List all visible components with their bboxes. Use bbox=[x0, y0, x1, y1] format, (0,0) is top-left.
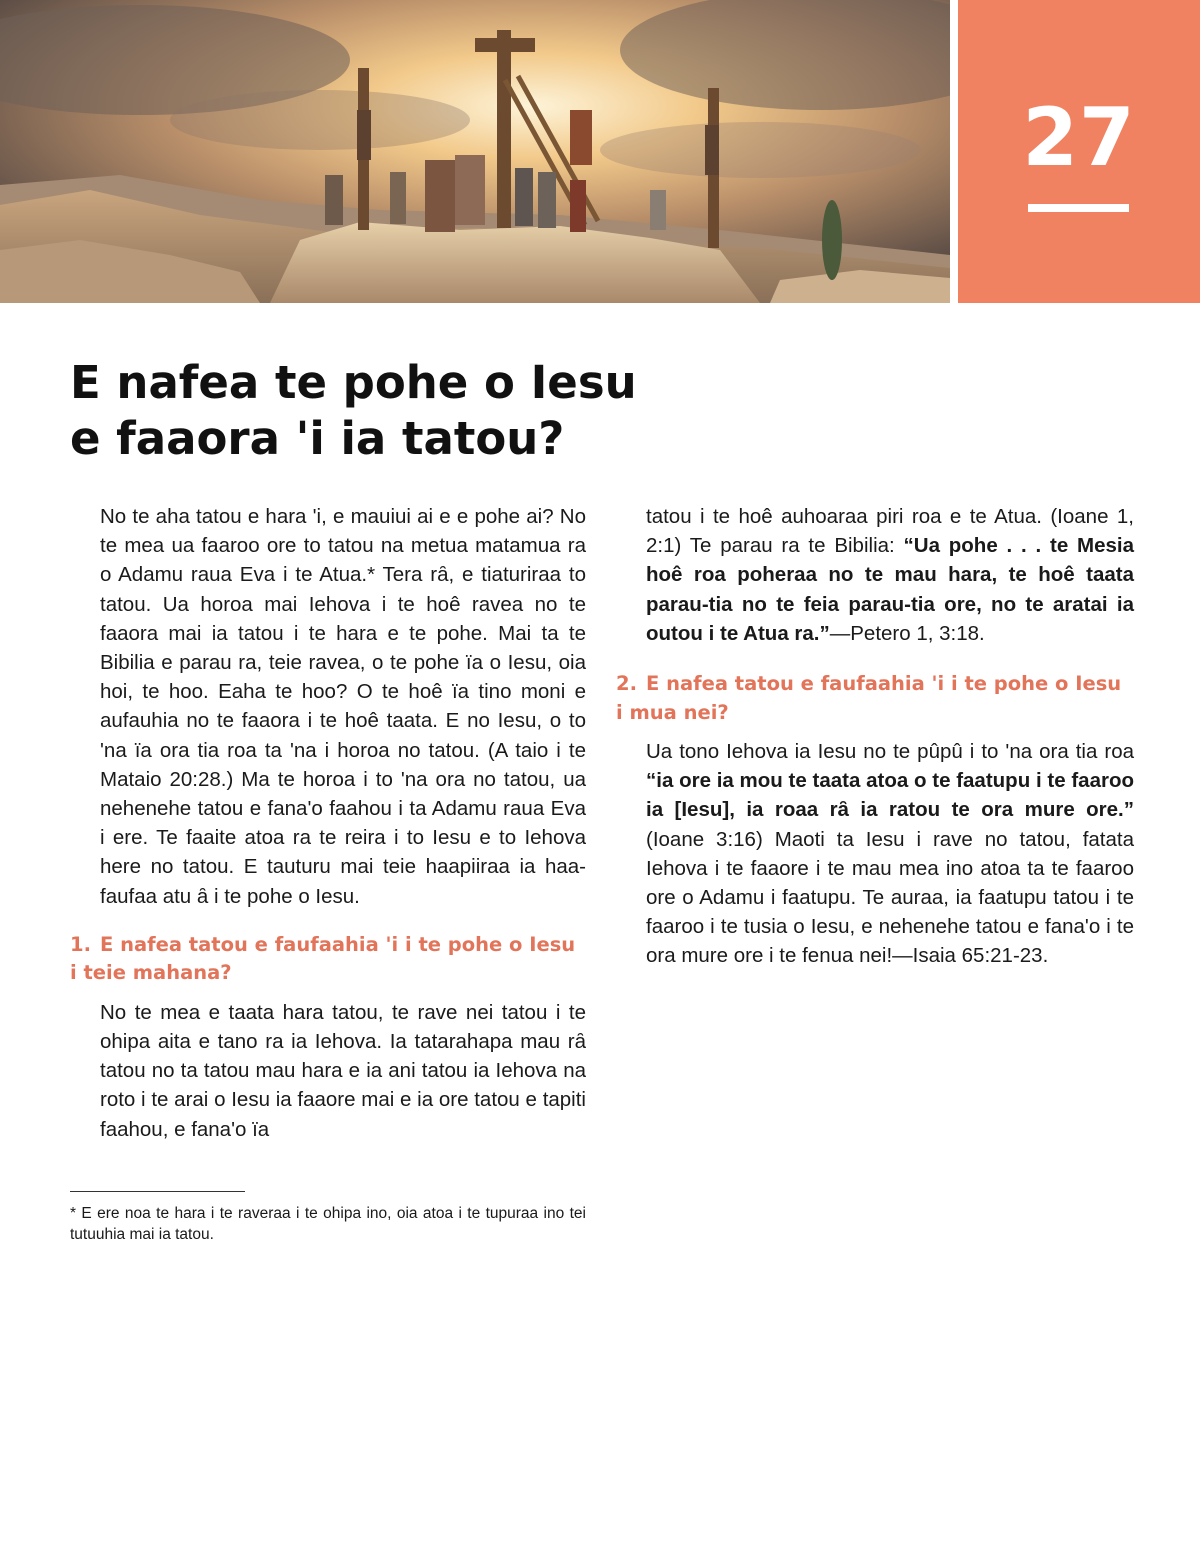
lesson-title bbox=[70, 355, 770, 467]
question-2-line-2: i mua nei? bbox=[616, 700, 729, 724]
footnote: * E ere noa te hara i te raveraa i te ohipa ino, oia atoa i te tupuraa ino tei tutuuhia mai ia tatou. bbox=[70, 1205, 586, 1243]
answer-1-text-part-1: No te mea e taata hara tatou, te rave nei tatou i te ohipa aita e tano ra ia Iehova. Ia tatarahapa mau rȃ tatou no ta tatou mau hara e ia ani tatou ia Iehova na roto i te arai o Iesu ia faaore mai e ia ore tatou e tapiti faahou, e fana'o ïa bbox=[100, 1000, 586, 1141]
question-2-line-1: E nafea tatou e faufaahia 'i i te pohe o Iesu bbox=[646, 672, 1122, 696]
question-1-line-1: E nafea tatou e faufaahia 'i i te pohe o Iesu bbox=[100, 932, 576, 956]
answer-1-quote: “Ua pohe . . . te Mesia hoê roa poheraa no te mau hara, te hoê taata parau-tia no te feia parau-tia ore, no te aratai ia outou i te Atua ra.” bbox=[646, 534, 1134, 645]
left-column bbox=[70, 502, 586, 1143]
answer-2-text-after: (Ioane 3:16) Maoti ta Iesu i rave no tatou, fatata Iehova i te faaore i te mau mea ino atoa ta te faaroo ore o Adamu i faatupu. Te auraa, ia faatupu tatou i te faaroo i te tusia o Iesu, e nehenehe tatou e fana'o i te ora mure ore i te fenua nei!—Isaia 65:21-23. bbox=[646, 827, 1134, 968]
question-2-number: 2. bbox=[616, 672, 637, 696]
footnote-divider bbox=[70, 1191, 245, 1192]
question-1-number: 1. bbox=[70, 932, 91, 956]
title-line-1: E nafea te pohe o Iesu bbox=[70, 356, 637, 409]
answer-2-quote: “ia ore ia mou te taata atoa o te faatupu i te faaroo ia [Iesu], ia roaa rȃ ia ratou te ora mure ore.” bbox=[646, 769, 1134, 822]
question-1-line-2: i teie mahana? bbox=[70, 961, 232, 985]
badge-underline bbox=[1028, 204, 1129, 212]
answer-2-text-before: Ua tono Iehova ia Iesu no te pûpû i to 'na ora tia roa bbox=[646, 740, 1134, 764]
answer-2-text bbox=[616, 737, 1134, 971]
answer-1-reference: —Petero 1, 3:18. bbox=[829, 621, 985, 645]
answer-1-text-part-2: tatou i te hoê auhoaraa piri roa e te Atua. (Ioane 1, 2:1) Te parau ra te Bibilia: bbox=[646, 505, 1134, 558]
title-line-2: e faaora 'i ia tatou? bbox=[70, 412, 565, 465]
answer-1-text-continued bbox=[616, 502, 1134, 648]
right-column bbox=[616, 502, 1134, 971]
crucifixion-illustration bbox=[0, 0, 950, 303]
question-2 bbox=[616, 670, 1134, 727]
lesson-number-badge bbox=[958, 0, 1200, 303]
intro-paragraph: No te aha tatou e hara 'i, e mauiui ai e e pohe ai? No te mea ua faaroo ore to tatou na metua matamua ra o Adamu raua Eva i te Atua.* Tera rȃ, e tiaturiraa to tatou. Ua horoa mai Iehova i te hoê ravea no te faaora mai ia tatou i te hara e te pohe. Mai ta te Bibilia e parau ra, teie ravea, o te pohe ïa o Iesu, oia hoi, te hoo. Eaha te hoo? O te hoê ïa tino moni e aufauhia no te faaora i te hoê taata. E no Iesu, o to 'na ïa ora tia roa ta 'na i horoa no tatou. (A taio i te Mataio 20:28.) Ma te horoa i to 'na ora no tatou, ua nehenehe tatou e fana'o faahou i ta Adamu raua Eva i ere. Te faaite atoa ra te reira i to Iesu e to Iehova here no tatou. E tauturu mai teie haapiiraa ia haafaufaa atu ȃ i te pohe o Iesu. bbox=[100, 505, 586, 908]
lesson-number: 27 bbox=[1022, 91, 1136, 184]
question-1 bbox=[70, 931, 586, 988]
